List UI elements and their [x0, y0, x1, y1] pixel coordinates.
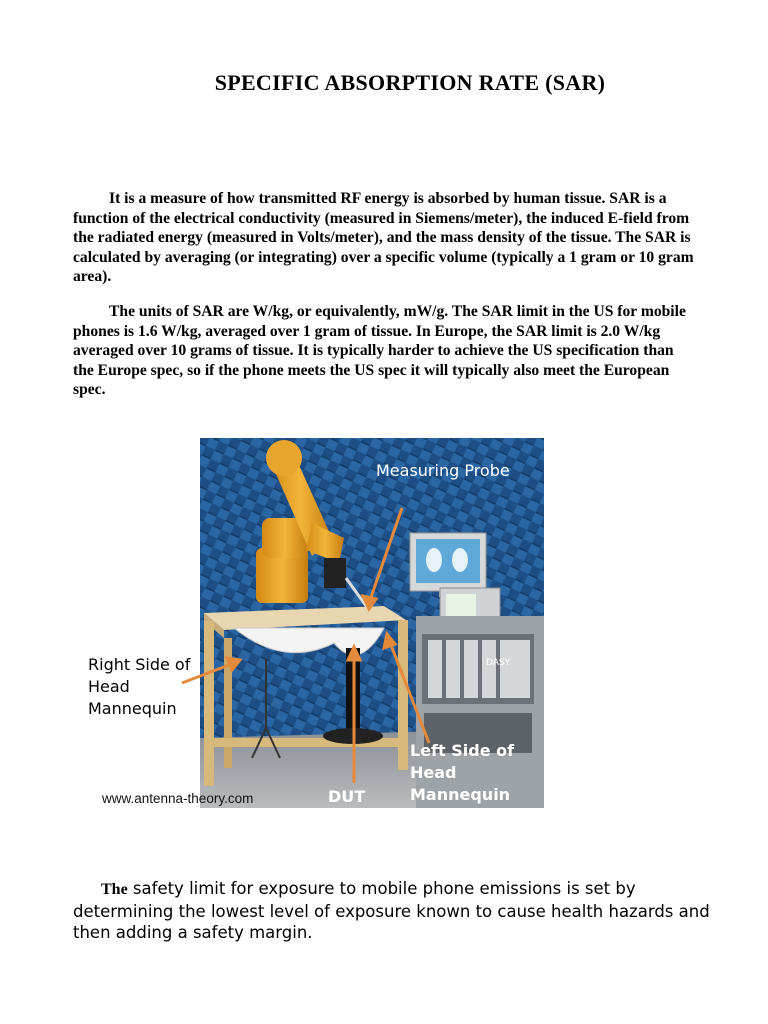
label-dasy: DASY [486, 658, 511, 668]
sar-measurement-figure [84, 438, 544, 808]
paragraph-units-text: The units of SAR are W/kg, or equivalently, mW/g. The SAR limit in the US for mobile phones is 1.6 W/kg, averaged over 1 gram of tissue. In Europe, the SAR limit is 2.0 W/kg averaged over 10 grams of tissue. It is typically harder to achieve the US specification than the Europe spec, so if the phone meets the US spec it will typically also meet the European spec. [73, 303, 686, 399]
paragraph-safety-limit [73, 878, 713, 944]
paragraph-definition [73, 189, 698, 287]
paragraph-units [73, 302, 698, 400]
paragraph-definition-text: It is a measure of how transmitted RF energy is absorbed by human tissue. SAR is a function of the electrical conductivity (measured in Siemens/meter), the induced E-field from the radiated energy (measured in Volts/meter), and the mass density of the tissue. The SAR is calculated by averaging (or integrating) over a specific volume (typically a 1 gram or 10 gram area). [73, 190, 694, 286]
monitor [410, 533, 486, 597]
label-right-side: Right Side of Head Mannequin [88, 655, 191, 718]
label-measuring-probe: Measuring Probe [376, 461, 510, 480]
paragraph-safety-lead: The [101, 881, 128, 898]
page-title: SPECIFIC ABSORPTION RATE (SAR) [214, 70, 606, 95]
watermark: www.antenna-theory.com [102, 791, 254, 806]
label-left-side: Left Side of Head Mannequin [410, 741, 515, 804]
label-dut: DUT [328, 787, 366, 806]
paragraph-safety-text: safety limit for exposure to mobile phone emissions is set by determining the lowest level of exposure known to cause health hazards and then adding a safety margin. [73, 879, 710, 942]
